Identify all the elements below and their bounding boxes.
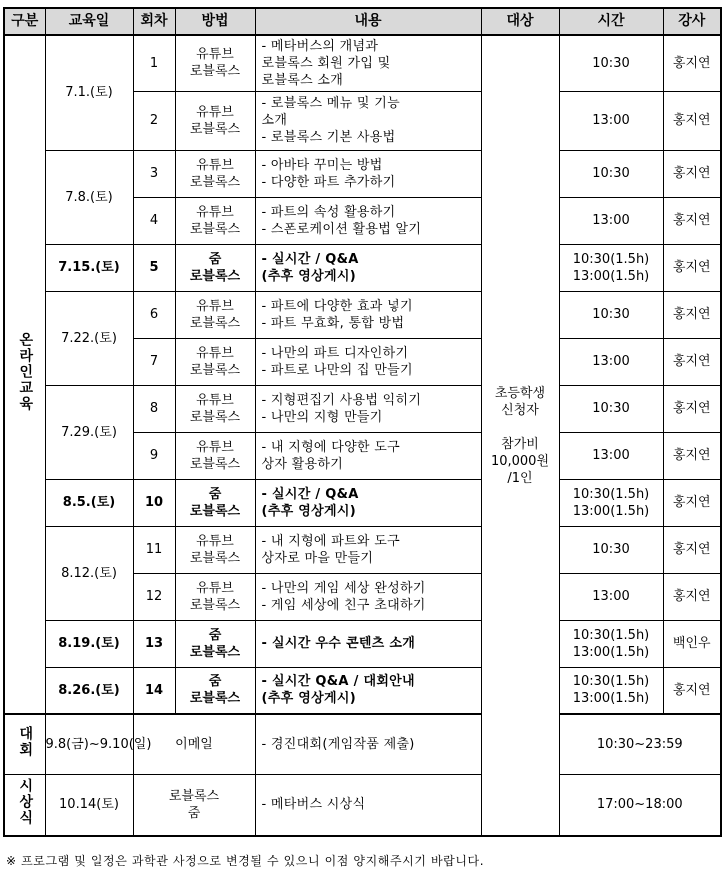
table-row bbox=[4, 667, 721, 714]
method-cell: 유튜브 로블록스 bbox=[175, 291, 255, 338]
time-cell: 13:00 bbox=[559, 91, 663, 150]
method-cell: 유튜브 로블록스 bbox=[175, 197, 255, 244]
table-row bbox=[4, 385, 721, 432]
session-number: 3 bbox=[133, 150, 175, 197]
content-cell: - 실시간 Q&A / 대회안내 (추후 영상게시) bbox=[255, 667, 481, 714]
date-cell: 8.5.(토) bbox=[45, 479, 133, 526]
content-cell: - 아바타 꾸미는 방법 - 다양한 파트 추가하기 bbox=[255, 150, 481, 197]
header-date: 교육일 bbox=[45, 8, 133, 35]
session-number: 13 bbox=[133, 620, 175, 667]
header-category: 구분 bbox=[4, 8, 45, 35]
instructor-cell: 홍지연 bbox=[663, 150, 721, 197]
online-category-label: 온라인교육 bbox=[17, 332, 34, 412]
date-cell: 8.12.(토) bbox=[45, 526, 133, 620]
content-cell: - 실시간 / Q&A (추후 영상게시) bbox=[255, 479, 481, 526]
header-time: 시간 bbox=[559, 8, 663, 35]
method-cell: 유튜브 로블록스 bbox=[175, 338, 255, 385]
contest-row bbox=[4, 714, 721, 774]
date-cell: 7.1.(토) bbox=[45, 35, 133, 150]
method-cell: 로블록스 줌 bbox=[133, 774, 255, 836]
date-cell: 7.15.(토) bbox=[45, 244, 133, 291]
time-cell: 10:30(1.5h) 13:00(1.5h) bbox=[559, 620, 663, 667]
header-instructor: 강사 bbox=[663, 8, 721, 35]
method-cell: 유튜브 로블록스 bbox=[175, 573, 255, 620]
time-cell: 10:30(1.5h) 13:00(1.5h) bbox=[559, 479, 663, 526]
time-cell: 10:30 bbox=[559, 385, 663, 432]
method-cell: 유튜브 로블록스 bbox=[175, 150, 255, 197]
table-row bbox=[4, 35, 721, 91]
footnote: ※ 프로그램 및 일정은 과학관 사정으로 변경될 수 있으니 이점 양지해주시기 바랍니다. bbox=[6, 854, 485, 868]
online-category-cell bbox=[4, 35, 45, 714]
method-cell: 유튜브 로블록스 bbox=[175, 385, 255, 432]
session-number: 10 bbox=[133, 479, 175, 526]
instructor-cell: 홍지연 bbox=[663, 91, 721, 150]
date-cell: 8.26.(토) bbox=[45, 667, 133, 714]
instructor-cell: 홍지연 bbox=[663, 573, 721, 620]
instructor-cell: 홍지연 bbox=[663, 479, 721, 526]
method-cell: 유튜브 로블록스 bbox=[175, 432, 255, 479]
target-cell: 초등학생 신청자 참가비 10,000원 /1인 bbox=[481, 35, 559, 836]
table-row bbox=[4, 244, 721, 291]
table-row bbox=[4, 526, 721, 573]
contest-category-cell bbox=[4, 714, 45, 774]
time-cell: 13:00 bbox=[559, 573, 663, 620]
table-row bbox=[4, 620, 721, 667]
session-number: 5 bbox=[133, 244, 175, 291]
instructor-cell: 홍지연 bbox=[663, 667, 721, 714]
content-cell: - 실시간 / Q&A (추후 영상게시) bbox=[255, 244, 481, 291]
instructor-cell: 홍지연 bbox=[663, 35, 721, 91]
date-cell: 7.29.(토) bbox=[45, 385, 133, 479]
contest-category-label: 대회 bbox=[17, 725, 34, 758]
session-number: 12 bbox=[133, 573, 175, 620]
instructor-cell: 홍지연 bbox=[663, 244, 721, 291]
method-cell: 줌 로블록스 bbox=[175, 244, 255, 291]
award-category-label: 시상식 bbox=[17, 778, 34, 827]
content-cell: - 메타버스의 개념과 로블록스 회원 가입 및 로블록스 소개 bbox=[255, 35, 481, 91]
instructor-cell: 홍지연 bbox=[663, 338, 721, 385]
time-cell: 10:30(1.5h) 13:00(1.5h) bbox=[559, 244, 663, 291]
header-row bbox=[4, 8, 721, 35]
content-cell: - 내 지형에 파트와 도구 상자로 마을 만들기 bbox=[255, 526, 481, 573]
time-cell: 10:30 bbox=[559, 291, 663, 338]
table-row bbox=[4, 291, 721, 338]
date-cell: 10.14(토) bbox=[45, 774, 133, 836]
session-number: 14 bbox=[133, 667, 175, 714]
date-cell: 7.8.(토) bbox=[45, 150, 133, 244]
session-number: 4 bbox=[133, 197, 175, 244]
award-row bbox=[4, 774, 721, 836]
award-category-cell bbox=[4, 774, 45, 836]
method-cell: 이메일 bbox=[133, 714, 255, 774]
time-cell: 10:30 bbox=[559, 150, 663, 197]
instructor-cell: 홍지연 bbox=[663, 526, 721, 573]
header-method: 방법 bbox=[175, 8, 255, 35]
content-cell: - 지형편집기 사용법 익히기 - 나만의 지형 만들기 bbox=[255, 385, 481, 432]
table-row bbox=[4, 479, 721, 526]
header-target: 대상 bbox=[481, 8, 559, 35]
header-session: 회차 bbox=[133, 8, 175, 35]
method-cell: 유튜브 로블록스 bbox=[175, 526, 255, 573]
time-cell: 13:00 bbox=[559, 432, 663, 479]
time-cell: 10:30 bbox=[559, 526, 663, 573]
method-cell: 유튜브 로블록스 bbox=[175, 91, 255, 150]
instructor-cell: 백인우 bbox=[663, 620, 721, 667]
time-cell: 17:00~18:00 bbox=[559, 774, 721, 836]
session-number: 6 bbox=[133, 291, 175, 338]
time-cell: 13:00 bbox=[559, 197, 663, 244]
session-number: 11 bbox=[133, 526, 175, 573]
session-number: 1 bbox=[133, 35, 175, 91]
time-cell: 13:00 bbox=[559, 338, 663, 385]
date-cell: 9.8(금)~9.10(일) bbox=[45, 714, 133, 774]
method-cell: 줌 로블록스 bbox=[175, 667, 255, 714]
date-cell: 7.22.(토) bbox=[45, 291, 133, 385]
method-cell: 줌 로블록스 bbox=[175, 620, 255, 667]
instructor-cell: 홍지연 bbox=[663, 197, 721, 244]
session-number: 2 bbox=[133, 91, 175, 150]
time-cell: 10:30(1.5h) 13:00(1.5h) bbox=[559, 667, 663, 714]
time-cell: 10:30 bbox=[559, 35, 663, 91]
table-row bbox=[4, 150, 721, 197]
method-cell: 줌 로블록스 bbox=[175, 479, 255, 526]
content-cell: - 내 지형에 다양한 도구 상자 활용하기 bbox=[255, 432, 481, 479]
session-number: 8 bbox=[133, 385, 175, 432]
content-cell: - 나만의 게임 세상 완성하기 - 게임 세상에 친구 초대하기 bbox=[255, 573, 481, 620]
content-cell: - 경진대회(게임작품 제출) bbox=[255, 714, 481, 774]
instructor-cell: 홍지연 bbox=[663, 432, 721, 479]
content-cell: - 메타버스 시상식 bbox=[255, 774, 481, 836]
schedule-table bbox=[3, 7, 722, 837]
header-content: 내용 bbox=[255, 8, 481, 35]
content-cell: - 파트에 다양한 효과 넣기 - 파트 무효화, 통합 방법 bbox=[255, 291, 481, 338]
session-number: 9 bbox=[133, 432, 175, 479]
time-cell: 10:30~23:59 bbox=[559, 714, 721, 774]
content-cell: - 나만의 파트 디자인하기 - 파트로 나만의 집 만들기 bbox=[255, 338, 481, 385]
content-cell: - 로블록스 메뉴 및 기능 소개 - 로블록스 기본 사용법 bbox=[255, 91, 481, 150]
content-cell: - 파트의 속성 활용하기 - 스폰로케이션 활용법 알기 bbox=[255, 197, 481, 244]
content-cell: - 실시간 우수 콘텐츠 소개 bbox=[255, 620, 481, 667]
instructor-cell: 홍지연 bbox=[663, 291, 721, 338]
instructor-cell: 홍지연 bbox=[663, 385, 721, 432]
session-number: 7 bbox=[133, 338, 175, 385]
method-cell: 유튜브 로블록스 bbox=[175, 35, 255, 91]
date-cell: 8.19.(토) bbox=[45, 620, 133, 667]
